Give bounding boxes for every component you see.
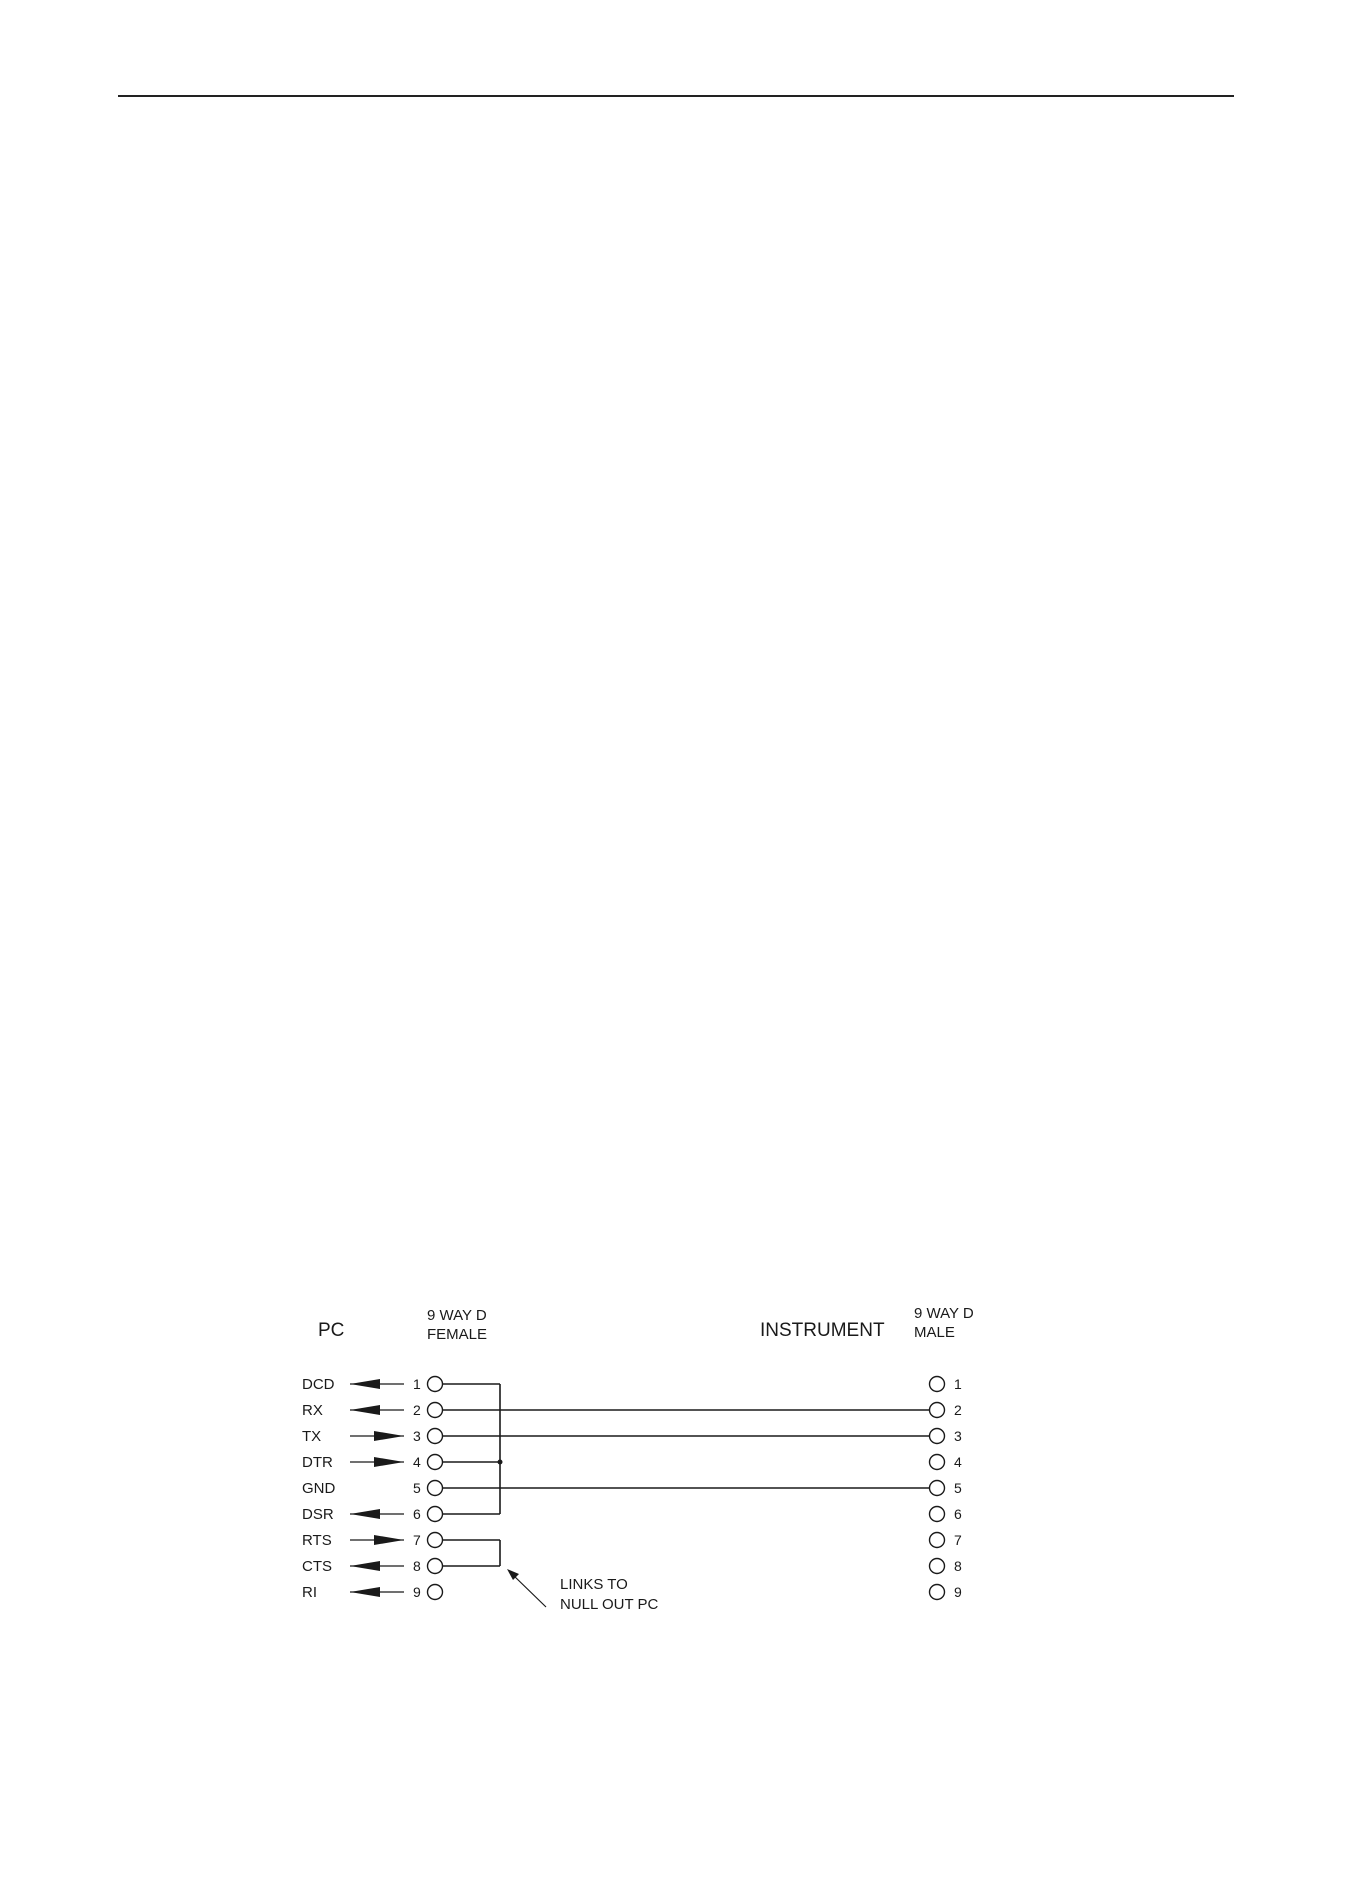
- instrument-pin-circle: [930, 1507, 945, 1522]
- arrow-left-icon: [350, 1405, 380, 1415]
- pc-signal-label: RTS: [302, 1532, 332, 1549]
- male-connector-label-line1: 9 WAY D: [914, 1305, 974, 1322]
- instrument-pin-number: 7: [954, 1532, 962, 1548]
- pc-pin-circle: [428, 1403, 443, 1418]
- arrow-left-icon: [350, 1587, 380, 1597]
- pc-pin-circle: [428, 1559, 443, 1574]
- instrument-pin-number: 3: [954, 1428, 962, 1444]
- pc-pin-circle: [428, 1533, 443, 1548]
- instrument-pin-number: 1: [954, 1376, 962, 1392]
- instrument-pin-row-3: [930, 1428, 963, 1444]
- pc-pin-row-8: [302, 1558, 443, 1575]
- instrument-pin-circle: [930, 1559, 945, 1574]
- pc-pin-circle: [428, 1429, 443, 1444]
- pc-pin-row-7: [302, 1532, 443, 1549]
- pc-pin-row-3: [302, 1428, 443, 1445]
- instrument-pin-circle: [930, 1481, 945, 1496]
- female-connector-label-line1: 9 WAY D: [427, 1307, 487, 1324]
- instrument-heading: INSTRUMENT: [760, 1320, 885, 1341]
- arrow-right-icon: [374, 1431, 404, 1441]
- pc-pin-number: 6: [413, 1506, 421, 1522]
- pc-pin-row-1: [302, 1376, 443, 1393]
- pc-signal-label: GND: [302, 1480, 336, 1497]
- pc-pin-circle: [428, 1481, 443, 1496]
- pc-pin-row-6: [302, 1506, 443, 1523]
- instrument-pin-circle: [930, 1403, 945, 1418]
- instrument-pin-row-8: [930, 1558, 963, 1574]
- links-callout: [507, 1569, 659, 1613]
- instrument-pin-circle: [930, 1429, 945, 1444]
- pc-pin-row-4: [302, 1454, 443, 1471]
- pc-signal-label: TX: [302, 1428, 322, 1445]
- pc-pin-circle: [428, 1585, 443, 1600]
- callout-text-line1: LINKS TO: [560, 1576, 628, 1593]
- pc-signal-label: CTS: [302, 1558, 332, 1575]
- male-connector-label-line2: MALE: [914, 1324, 955, 1341]
- instrument-pin-circle: [930, 1455, 945, 1470]
- pc-signal-label: DCD: [302, 1376, 335, 1393]
- arrow-right-icon: [374, 1535, 404, 1545]
- pc-pin-number: 7: [413, 1532, 421, 1548]
- pc-pin-circle: [428, 1377, 443, 1392]
- pc-pin-row-5: [302, 1480, 443, 1497]
- pc-pin-row-9: [302, 1584, 443, 1601]
- pc-pin-number: 5: [413, 1480, 421, 1496]
- instrument-pin-number: 9: [954, 1584, 962, 1600]
- instrument-pin-row-1: [930, 1376, 963, 1392]
- pc-signal-label: RI: [302, 1584, 317, 1601]
- pc-pin-circle: [428, 1507, 443, 1522]
- pc-signal-label: RX: [302, 1402, 323, 1419]
- pc-pin-circle: [428, 1455, 443, 1470]
- pc-signal-label: DTR: [302, 1454, 333, 1471]
- pc-link-1-4-6: [443, 1384, 503, 1514]
- instrument-pin-number: 8: [954, 1558, 962, 1574]
- pc-link-7-8: [443, 1540, 501, 1566]
- instrument-pin-number: 5: [954, 1480, 962, 1496]
- pc-pin-number: 2: [413, 1402, 421, 1418]
- junction-dot: [498, 1460, 503, 1465]
- callout-leader-line: [512, 1574, 546, 1607]
- pc-pin-number: 1: [413, 1376, 421, 1392]
- pc-pin-number: 9: [413, 1584, 421, 1600]
- pc-signal-label: DSR: [302, 1506, 334, 1523]
- instrument-pin-row-2: [930, 1402, 963, 1418]
- callout-text-line2: NULL OUT PC: [560, 1596, 659, 1613]
- arrow-left-icon: [350, 1561, 380, 1571]
- instrument-pin-row-4: [930, 1454, 963, 1470]
- arrow-left-icon: [350, 1379, 380, 1389]
- arrow-left-icon: [350, 1509, 380, 1519]
- pc-pin-number: 8: [413, 1558, 421, 1574]
- instrument-pin-number: 2: [954, 1402, 962, 1418]
- instrument-pin-row-6: [930, 1506, 963, 1522]
- arrow-right-icon: [374, 1457, 404, 1467]
- instrument-pin-circle: [930, 1377, 945, 1392]
- pc-pin-number: 3: [413, 1428, 421, 1444]
- instrument-pin-row-7: [930, 1532, 963, 1548]
- instrument-pin-row-9: [930, 1584, 963, 1600]
- pc-pin-number: 4: [413, 1454, 421, 1470]
- instrument-pin-number: 6: [954, 1506, 962, 1522]
- instrument-pin-circle: [930, 1533, 945, 1548]
- instrument-pin-number: 4: [954, 1454, 962, 1470]
- instrument-pin-row-5: [930, 1480, 963, 1496]
- instrument-pin-circle: [930, 1585, 945, 1600]
- female-connector-label-line2: FEMALE: [427, 1326, 488, 1343]
- pc-pin-row-2: [302, 1402, 443, 1419]
- pc-heading: PC: [318, 1320, 345, 1341]
